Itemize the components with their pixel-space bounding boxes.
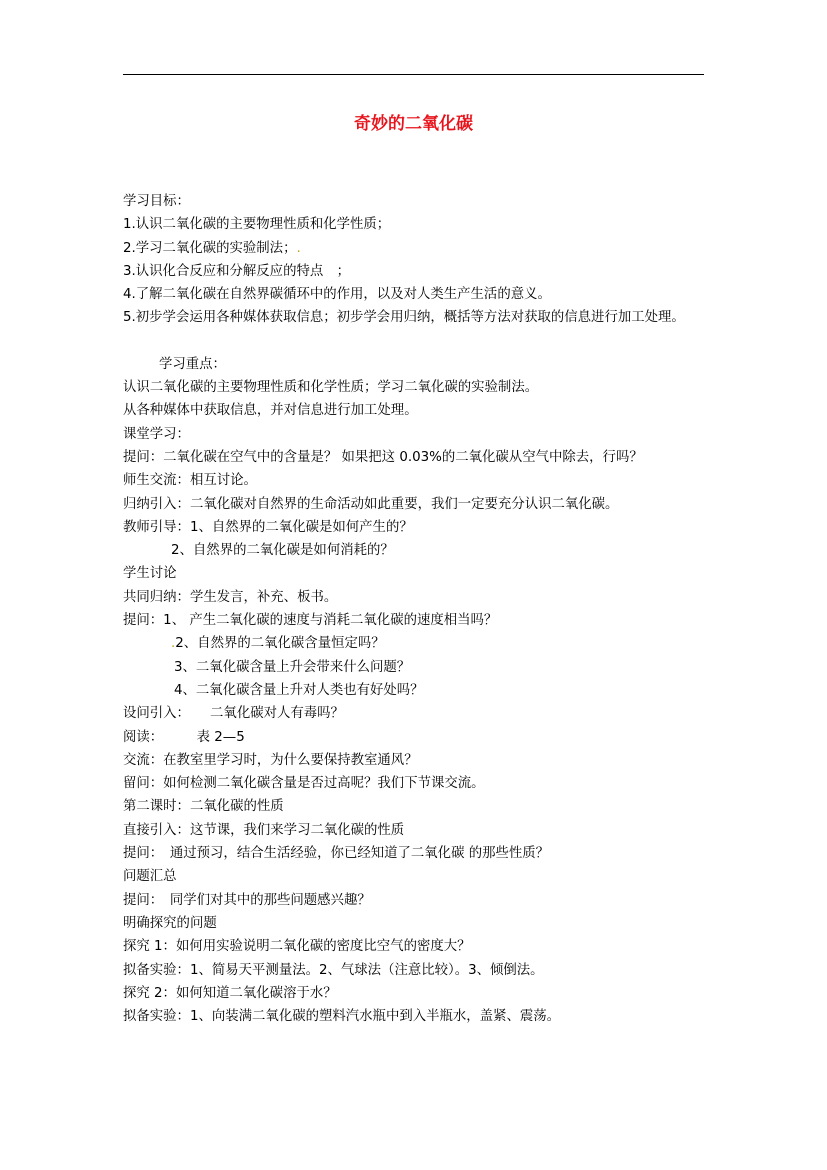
exchange-ventilation: 交流：在教室里学习时，为什么要保持教室通风？ bbox=[123, 752, 418, 768]
reading: 阅读： 表 2—5 bbox=[123, 729, 245, 745]
document-body bbox=[123, 190, 708, 1028]
question-summary: 问题汇总 bbox=[123, 869, 177, 885]
goals-heading: 学习目标： bbox=[123, 194, 190, 209]
header-rule bbox=[123, 74, 704, 75]
key-point-1: 认识二氧化碳的主要物理性质和化学性质；学习二氧化碳的实验制法。 bbox=[123, 380, 539, 396]
spacer bbox=[123, 330, 708, 353]
goal-5: 5.初步学会运用各种媒体获取信息；初步学会用归纳，概括等方法对获取的信息进行加工处理。 bbox=[123, 310, 685, 326]
second-lesson-heading: 第二课时：二氧化碳的性质 bbox=[123, 799, 284, 815]
goal-3: 3.认识化合反应和分解反应的特点 ； bbox=[123, 263, 351, 279]
teacher-student-exchange: 师生交流：相互讨论。 bbox=[123, 473, 257, 489]
question-2-text: 2、自然界的二氧化碳含量恒定吗？ bbox=[175, 636, 385, 652]
inquiry-2: 探究 2：如何知道二氧化碳溶于水？ bbox=[123, 985, 337, 1001]
goal-4: 4.了解二氧化碳在自然界碳循环中的作用，以及对人类生产生活的意义。 bbox=[123, 287, 551, 303]
student-discussion: 学生讨论 bbox=[123, 566, 177, 582]
goal-2 bbox=[123, 237, 708, 260]
question-preview: 提问： 通过预习，结合生活经验，你已经知道了二氧化碳 的那些性质？ bbox=[123, 846, 550, 862]
goal-2-text: 2.学习二氧化碳的实验制法； bbox=[123, 240, 297, 256]
question-co2-content: 提问：二氧化碳在空气中的含量是？ 如果把这 0.03%的二氧化碳从空气中除去，行吗？ bbox=[123, 449, 643, 465]
document-title: 奇妙的二氧化碳 bbox=[354, 114, 473, 134]
key-heading: 学习重点： bbox=[159, 356, 226, 372]
direct-intro: 直接引入：这节课，我们来学习二氧化碳的性质 bbox=[123, 822, 405, 838]
leading-question: 设问引入： 二氧化碳对人有毒吗？ bbox=[123, 706, 344, 722]
question-2-mark: . bbox=[171, 636, 176, 652]
goal-1: 1.认识二氧化碳的主要物理性质和化学性质； bbox=[123, 217, 391, 233]
inquiry-problems: 明确探究的问题 bbox=[123, 915, 217, 931]
goal-2-mark: . bbox=[296, 240, 301, 256]
question-3: 3、二氧化碳含量上升会带来什么问题？ bbox=[174, 659, 411, 675]
planned-experiment-2: 拟备实验：1、向装满二氧化碳的塑料汽水瓶中到入半瓶水，盖紧、震荡。 bbox=[123, 1009, 561, 1025]
homework-question: 留问：如何检测二氧化碳含量是否过高呢？我们下节课交流。 bbox=[123, 776, 485, 792]
summary-intro: 归纳引入：二氧化碳对自然界的生命活动如此重要，我们一定要充分认识二氧化碳。 bbox=[123, 496, 619, 512]
question-1: 提问：1、 产生二氧化碳的速度与消耗二氧化碳的速度相当吗？ bbox=[123, 613, 498, 629]
key-point-2: 从各种媒体中获取信息，并对信息进行加工处理。 bbox=[123, 403, 418, 419]
inquiry-1: 探究 1：如何用实验说明二氧化碳的密度比空气的密度大？ bbox=[123, 939, 471, 955]
teacher-guide-1: 教师引导：1、自然界的二氧化碳是如何产生的？ bbox=[123, 519, 413, 535]
question-interest: 提问： 同学们对其中的那些问题感兴趣？ bbox=[123, 892, 371, 908]
class-heading: 课堂学习： bbox=[123, 426, 190, 442]
teacher-guide-2: 2、自然界的二氧化碳是如何消耗的？ bbox=[171, 543, 394, 559]
question-2 bbox=[123, 632, 708, 655]
question-4: 4、二氧化碳含量上升对人类也有好处吗？ bbox=[174, 682, 424, 698]
planned-experiment-1: 拟备实验：1、简易天平测量法。2、气球法（注意比较）。3、倾倒法。 bbox=[123, 962, 544, 978]
joint-summary: 共同归纳：学生发言，补充、板书。 bbox=[123, 589, 338, 605]
